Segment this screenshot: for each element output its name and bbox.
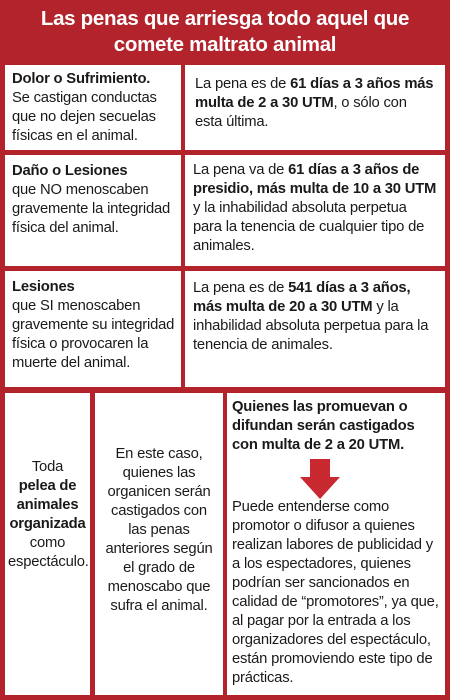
penalty-text-post: y la inhabilidad absoluta perpetua para la tenencia de cualquier tipo de animales. — [193, 200, 425, 254]
row-dolor-penalty — [185, 65, 445, 150]
penalty-text-pre: La pena es de — [193, 280, 289, 296]
row-lesiones-category — [5, 271, 181, 387]
title-line-1: Las penas que arriesga todo aquel que — [40, 7, 410, 30]
fights-organizers-text: En este caso, quienes las organicen serán castigados con las penas anteriores según el grado de menoscabo que sufra el animal. — [105, 446, 213, 614]
fights-definition-post: como espectáculo. — [8, 535, 89, 570]
arrow-down-icon — [300, 459, 340, 499]
category-description: que SI menoscaben gravemente su integridad física o provocaren la muerte del animal. — [12, 298, 175, 371]
category-label: Lesiones — [12, 279, 75, 295]
title-line-2: comete maltrato animal — [113, 33, 337, 56]
fights-definition — [5, 393, 90, 695]
penalty-text-pre: La pena va de — [193, 162, 289, 178]
row-dolor-category — [5, 65, 181, 150]
penalty-text-pre: La pena es de — [195, 76, 291, 92]
category-label: Dolor o Sufrimiento. — [12, 71, 151, 87]
penalty-text-post: , o sólo con esta última. — [195, 95, 407, 130]
category-label: Daño o Lesiones — [12, 163, 128, 179]
penalty-text-bold: 61 días a 3 años de presidio, más multa de 10 a 30 UTM — [193, 162, 437, 197]
fights-promoters — [227, 393, 445, 695]
fights-organizers — [95, 393, 223, 695]
page-title — [0, 6, 450, 58]
row-lesiones-penalty — [185, 271, 445, 387]
fights-promoters-heading: Quienes las promuevan o difundan serán castigados con multa de 2 a 20 UTM. — [232, 399, 415, 453]
category-description: Se castigan conductas que no dejen secuelas físicas en el animal. — [12, 90, 157, 144]
fights-definition-pre: Toda — [31, 459, 64, 475]
category-description: que NO menoscaben gravemente la integridad física del animal. — [12, 182, 171, 236]
row-dano-category — [5, 155, 181, 266]
penalty-text-bold: 61 días a 3 años más multa de 2 a 30 UTM — [195, 76, 434, 111]
row-dano-penalty — [185, 155, 445, 266]
fights-definition-bold: pelea de animales organizada — [9, 478, 86, 532]
penalty-text-bold: 541 días a 3 años, más multa de 20 a 30 UTM — [193, 280, 411, 315]
penalty-text-post: y la inhabilidad absoluta perpetua para la tenencia de animales. — [193, 299, 429, 353]
fights-promoters-text: Puede entenderse como promotor o difusor a quienes realizan labores de publicidad y a los espectadores, quienes podrían ser sancionados en calidad de “promotores”, ya que, al pagar por la entrada a los organizadores del espectáculo, están promoviendo este tipo de prácticas. — [232, 499, 439, 686]
